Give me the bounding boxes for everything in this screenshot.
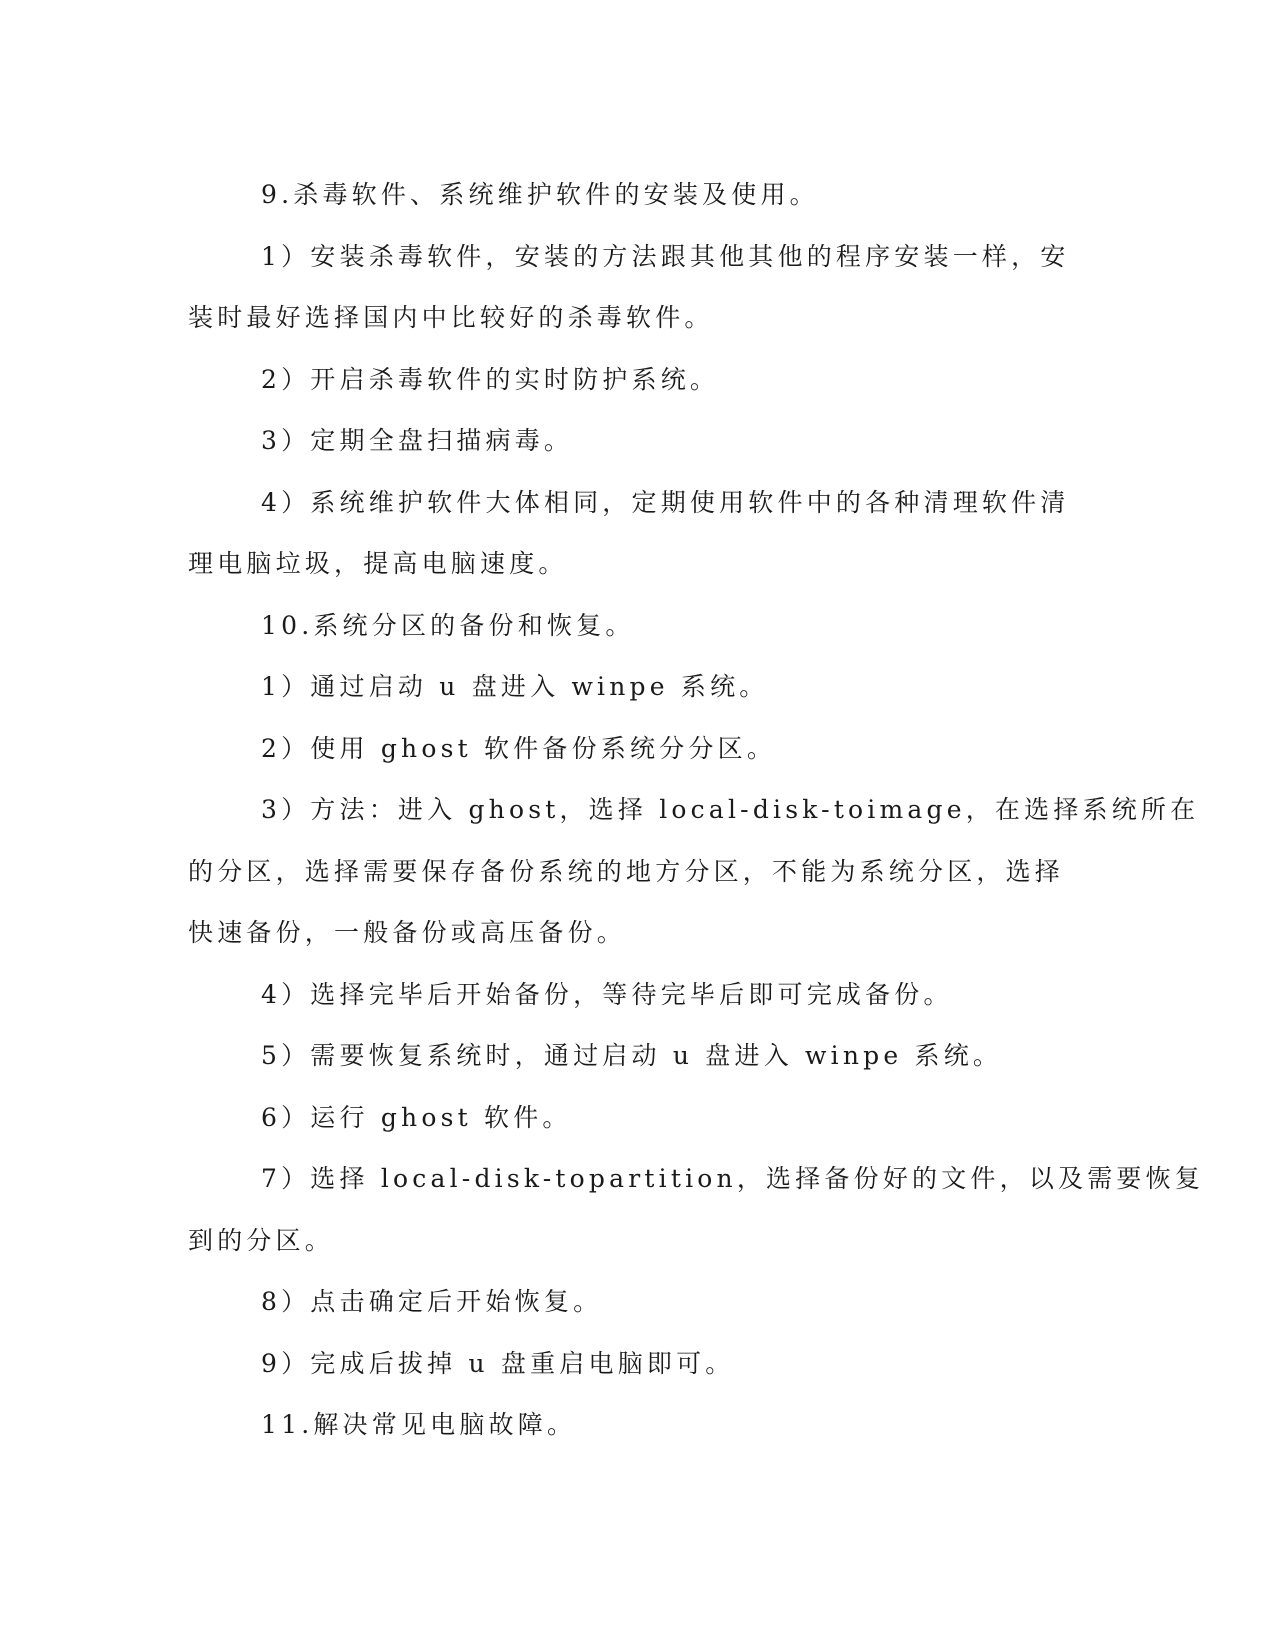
paragraph-line: 1）安装杀毒软件，安装的方法跟其他其他的程序安装一样，安 <box>261 241 1070 271</box>
paragraph-line: 的分区，选择需要保存备份系统的地方分区，不能为系统分区，选择 <box>188 856 1065 886</box>
section-heading-troubleshooting: 11.解决常见电脑故障。 <box>261 1410 577 1439</box>
paragraph-line: 4）系统维护软件大体相同，定期使用软件中的各种清理软件清 <box>261 487 1070 517</box>
paragraph-line: 快速备份，一般备份或高压备份。 <box>188 918 627 947</box>
paragraph-line: 理电脑垃圾，提高电脑速度。 <box>188 549 568 578</box>
paragraph-line: 2）开启杀毒软件的实时防护系统。 <box>261 364 720 394</box>
paragraph-line: 7）选择 local-disk-topartition，选择备份好的文件，以及需要恢复 <box>261 1164 1205 1193</box>
paragraph-line: 3）定期全盘扫描病毒。 <box>261 426 574 455</box>
paragraph-line: 5）需要恢复系统时，通过启动 u 盘进入 winpe 系统。 <box>261 1041 1003 1070</box>
paragraph-line: 6）运行 ghost 软件。 <box>261 1102 572 1132</box>
document-body <box>188 164 1205 1456</box>
paragraph-line: 到的分区。 <box>188 1225 335 1255</box>
paragraph-line: 4）选择完毕后开始备份，等待完毕后即可完成备份。 <box>261 979 953 1009</box>
paragraph-line: 2）使用 ghost 软件备份系统分分区。 <box>261 733 777 763</box>
paragraph-line: 1）通过启动 u 盘进入 winpe 系统。 <box>261 672 769 701</box>
paragraph-line: 装时最好选择国内中比较好的杀毒软件。 <box>188 303 714 332</box>
paragraph-line: 9）完成后拔掉 u 盘重启电脑即可。 <box>261 1348 735 1378</box>
paragraph-line: 8）点击确定后开始恢复。 <box>261 1287 603 1316</box>
section-heading-antivirus: 9.杀毒软件、系统维护软件的安装及使用。 <box>261 180 819 209</box>
paragraph-line: 3）方法：进入 ghost，选择 local-disk-toimage，在选择系统所在 <box>261 795 1200 824</box>
section-heading-backup: 10.系统分区的备份和恢复。 <box>261 610 635 640</box>
